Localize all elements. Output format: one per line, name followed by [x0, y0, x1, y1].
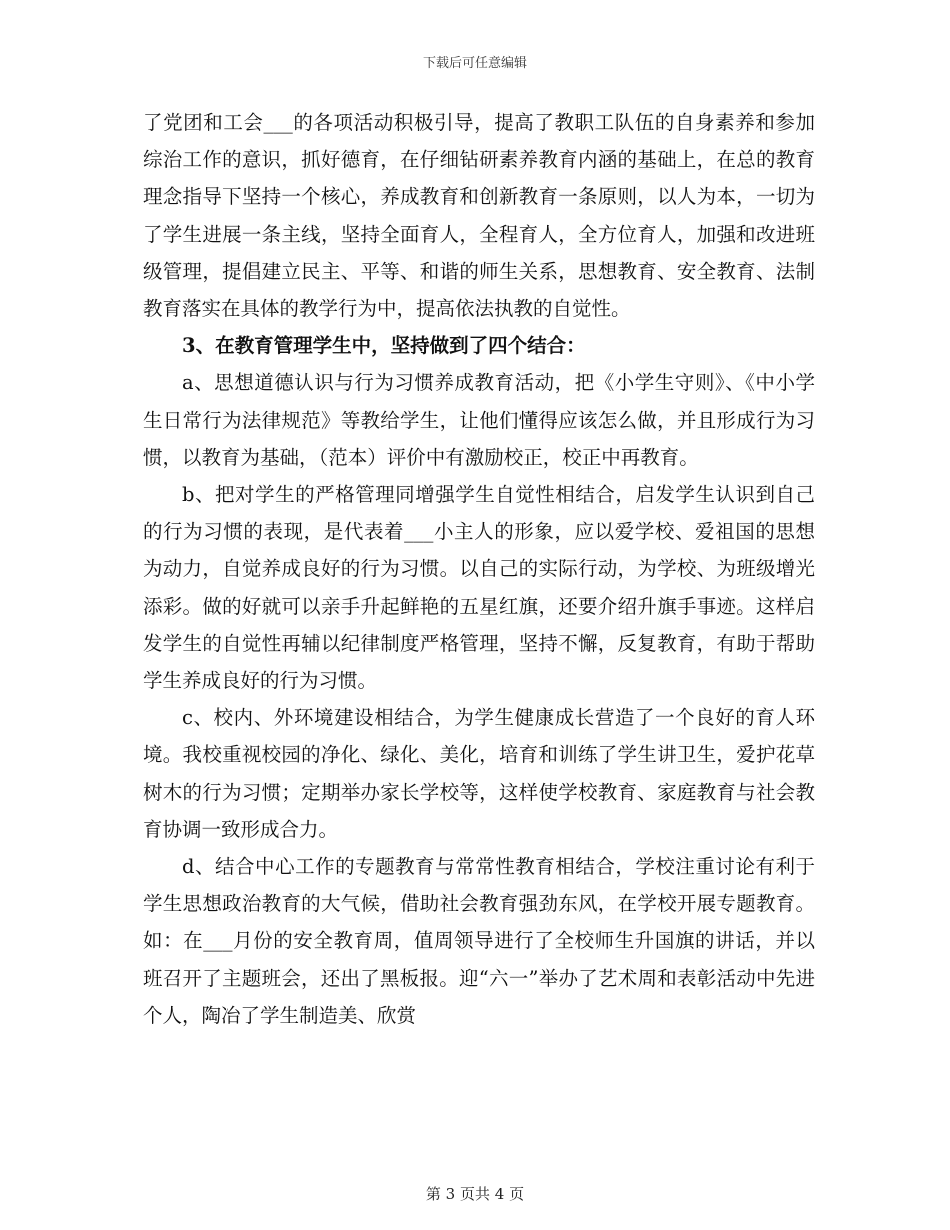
document-body — [143, 104, 815, 1034]
section-heading: 3、在教育管理学生中，坚持做到了四个结合： — [182, 334, 586, 358]
paragraph-continuation: 了党团和工会___的各项活动积极引导，提高了教职工队伍的自身素养和参加综治工作的意识，抓好德育，在仔细钻研素养教育内涵的基础上，在总的教育理念指导下坚持一个核心，养成教育和创新教育一条原则，以人为本，一切为了学生进展一条主线，坚持全面育人，全程育人，全方位育人，加强和改进班级管理，提倡建立民主、平等、和谐的师生关系，思想教育、安全教育、法制教育落实在具体的教学行为中，提高依法执教的自觉性。 — [143, 111, 815, 321]
page-header: 下载后可任意编辑 — [422, 56, 527, 71]
paragraph-a: a、思想道德认识与行为习惯养成教育活动，把《小学生守则》、《中小学生日常行为法律规范》等教给学生，让他们懂得应该怎么做，并且形成行为习惯，以教育为基础，（范本）评价中有激励校正，校正中再教育。 — [143, 371, 815, 469]
page-footer: 第 3 页共 4 页 — [425, 1185, 525, 1203]
paragraph-d: d、结合中心工作的专题教育与常常性教育相结合，学校注重讨论有利于学生思想政治教育的大气候，借助社会教育强劲东风，在学校开展专题教育。如：在___月份的安全教育周，值周领导进行了全校师生升国旗的讲话，并以班召开了主题班会，还出了黑板报。迎“六一”举办了艺术周和表彰活动中先进个人，陶冶了学生制造美、欣赏 — [143, 855, 815, 1027]
paragraph-c: c、校内、外环境建设相结合，为学生健康成长营造了一个良好的育人环境。我校重视校园的净化、绿化、美化，培育和训练了学生讲卫生，爱护花草树木的行为习惯；定期举办家长学校等，这样使学校教育、家庭教育与社会教育协调一致形成合力。 — [143, 706, 815, 841]
paragraph-b: b、把对学生的严格管理同增强学生自觉性相结合，启发学生认识到自己的行为习惯的表现，是代表着___小主人的形象，应以爱学校、爱祖国的思想为动力，自觉养成良好的行为习惯。以自己的实际行动，为学校、为班级增光添彩。做的好就可以亲手升起鲜艳的五星红旗，还要介绍升旗手事迹。这样启发学生的自觉性再辅以纪律制度严格管理，坚持不懈，反复教育，有助于帮助学生养成良好的行为习惯。 — [143, 483, 815, 693]
